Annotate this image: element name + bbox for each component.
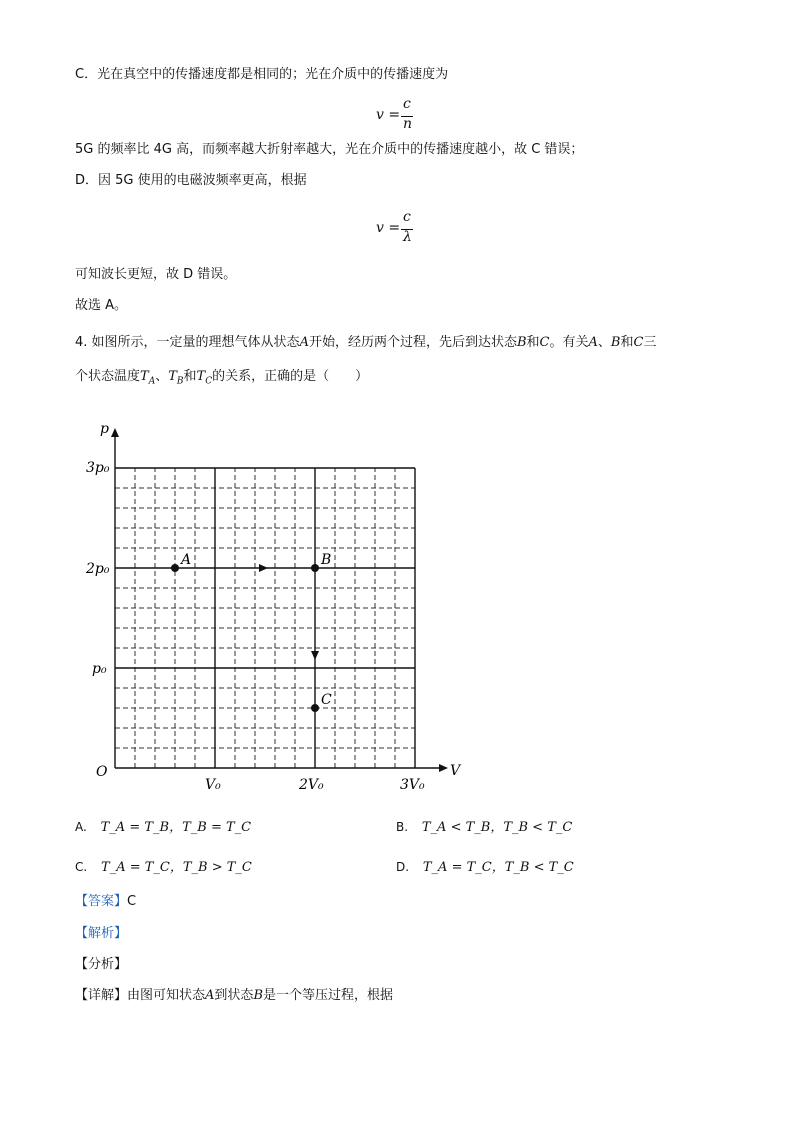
fenxi-tag: 【分析】 — [75, 957, 128, 972]
y-tick-3p0: 3p₀ — [86, 460, 110, 476]
state-b-label: B — [253, 988, 263, 1003]
temperature-tb: T — [168, 369, 177, 384]
option-c[interactable] — [75, 856, 252, 875]
option-text: T_A = T_B，T_B = T_C — [100, 820, 252, 835]
option-letter: A. — [75, 820, 87, 834]
state-c-label: C — [633, 335, 644, 350]
detail-tag: 【详解】 — [75, 988, 128, 1003]
temperature-tc: T — [196, 369, 206, 384]
detail-line — [75, 987, 393, 1005]
option-letter: C. — [75, 860, 88, 874]
option-b[interactable] — [396, 816, 572, 835]
p-axis-arrow — [111, 428, 119, 437]
state-point-label: B — [321, 552, 332, 568]
detail-text: 由图可知状态 — [127, 988, 206, 1003]
y-tick-2p0: 2p₀ — [86, 561, 110, 577]
state-b-label: B — [516, 335, 527, 350]
question-text: 和 — [620, 335, 634, 350]
v-axis-arrow — [439, 764, 448, 772]
state-a-label: A — [205, 988, 215, 1003]
detail-text: 是一个等压过程，根据 — [263, 988, 394, 1003]
answer-line — [75, 893, 136, 911]
question-text: 如图所示，一定量的理想气体从状态 — [91, 335, 300, 350]
question-text: 。有关 — [549, 335, 589, 350]
question-text: 开始，经历两个过程，先后到达状态 — [308, 335, 517, 350]
process-a-to-b-arrow — [259, 564, 268, 572]
option-d-explanation: D．因 5G 使用的电磁波频率更高，根据 — [75, 173, 307, 188]
state-point-label: C — [321, 692, 332, 708]
question-text: 和 — [526, 335, 540, 350]
formula-numerator: c — [403, 209, 411, 225]
grid-solid — [115, 468, 415, 768]
analysis-tag: 【解析】 — [75, 926, 128, 941]
detail-text: 到状态 — [214, 988, 254, 1003]
analysis-heading — [75, 925, 127, 943]
grid-dashed — [115, 468, 415, 768]
question-text: 三 — [643, 335, 657, 350]
x-tick-v0: V₀ — [205, 777, 221, 793]
state-c-label: C — [539, 335, 550, 350]
question-text: 和 — [183, 369, 197, 384]
question-number: 4. — [75, 335, 88, 350]
fenxi-heading — [75, 956, 127, 974]
option-text: T_A < T_B，T_B < T_C — [421, 820, 573, 835]
option-text: T_A = T_C，T_B > T_C — [101, 860, 252, 875]
v-axis-label: V — [450, 763, 461, 779]
state-point-b — [311, 564, 319, 572]
option-d[interactable] — [396, 856, 574, 875]
state-point-c — [311, 704, 319, 712]
state-a-label: A — [588, 335, 598, 350]
choose-a: 故选 A。 — [75, 298, 128, 313]
option-a[interactable] — [75, 816, 251, 835]
state-b-label: B — [610, 335, 621, 350]
formula-denominator: n — [403, 116, 413, 132]
x-tick-3v0: 3V₀ — [400, 777, 425, 793]
temperature-ta: T — [140, 369, 149, 384]
formula-lhs: v = — [376, 220, 401, 236]
x-tick-2v0: 2V₀ — [299, 777, 324, 793]
question-text: 、 — [155, 369, 169, 384]
y-tick-p0: p₀ — [92, 661, 107, 677]
option-text: T_A = T_C，T_B < T_C — [422, 860, 574, 875]
state-a-label: A — [299, 335, 309, 350]
process-b-to-c-arrow — [311, 651, 319, 660]
option-c-explanation: C．光在真空中的传播速度都是相同的；光在介质中的传播速度为 — [75, 67, 449, 82]
question-text: 的关系，正确的是（ ） — [212, 369, 369, 384]
subscript: A — [148, 376, 156, 387]
origin-label: O — [96, 764, 108, 780]
subscript: C — [205, 376, 213, 387]
formula-lhs: v = — [376, 107, 401, 123]
question-text: 个状态温度 — [75, 369, 141, 384]
question-text: 、 — [597, 335, 611, 350]
formula-denominator: λ — [403, 229, 412, 245]
wavelength-conclusion: 可知波长更短，故 D 错误。 — [75, 267, 237, 282]
answer-value: C — [127, 894, 137, 909]
formula-numerator: c — [403, 96, 411, 112]
state-point-label: A — [181, 552, 192, 568]
p-axis-label: p — [100, 421, 109, 437]
5g-explanation: 5G 的频率比 4G 高，而频率越大折射率越大，光在介质中的传播速度越小，故 C 错误； — [75, 142, 584, 157]
option-letter: B. — [396, 820, 409, 834]
state-point-a — [171, 564, 179, 572]
answer-tag: 【答案】 — [75, 894, 128, 909]
option-letter: D. — [396, 860, 410, 874]
subscript: B — [176, 376, 184, 387]
